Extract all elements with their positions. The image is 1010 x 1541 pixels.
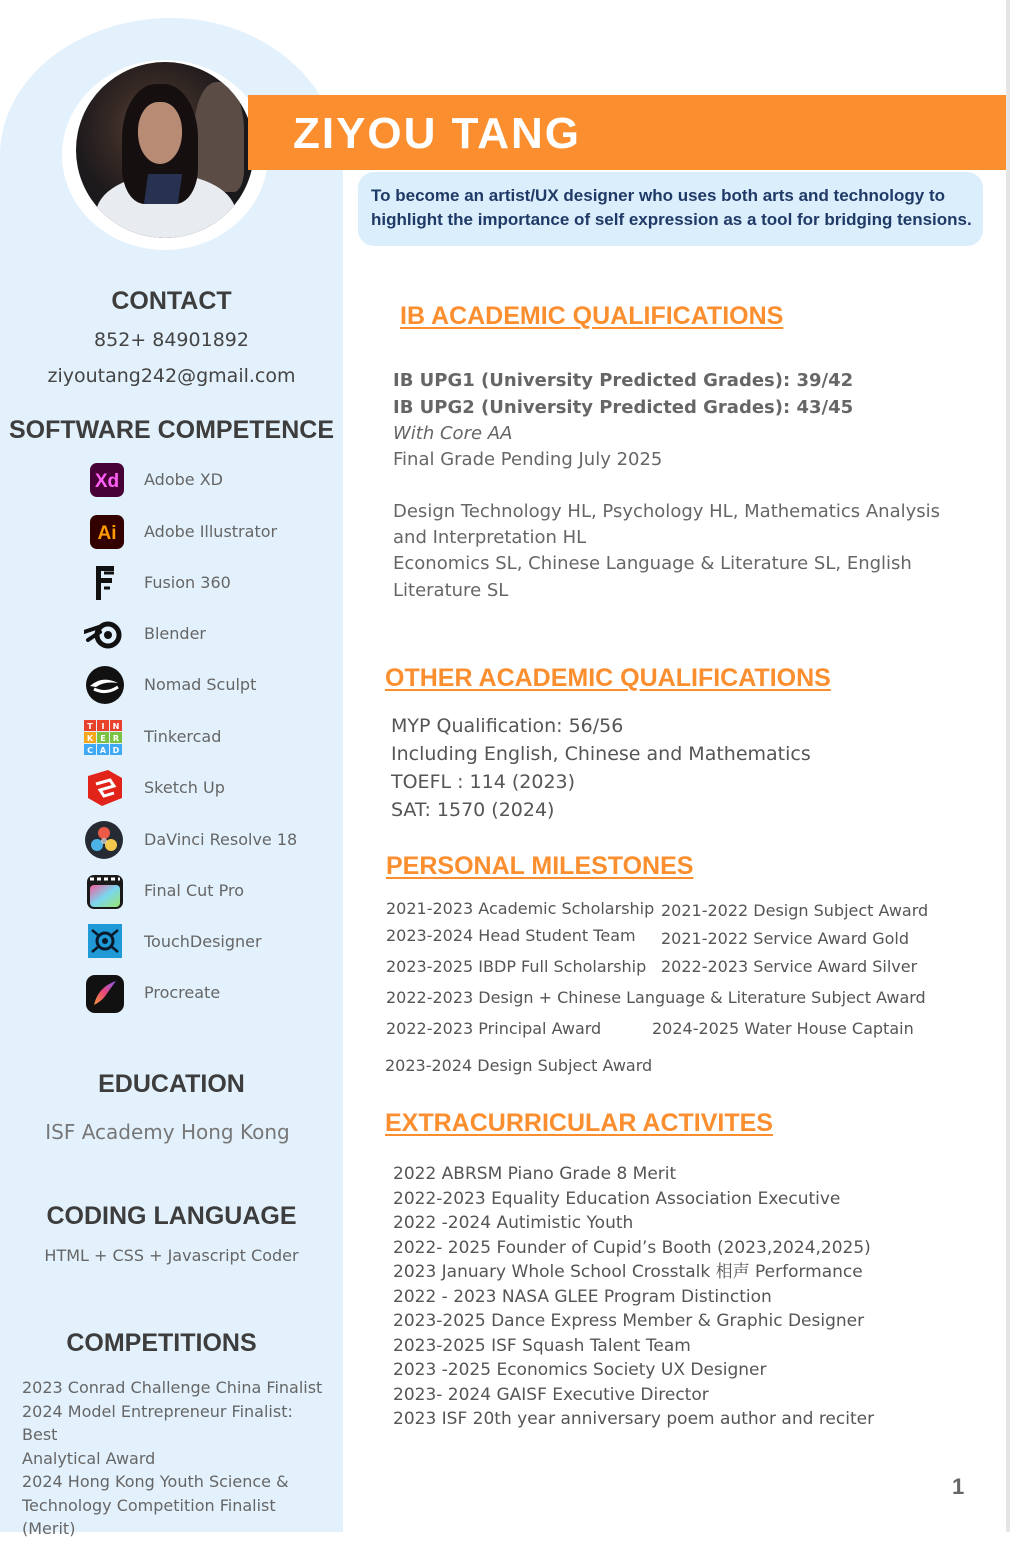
extracurricular-item: 2022-2023 Equality Education Association Executive (393, 1188, 841, 1209)
competitions-list (22, 1376, 332, 1541)
coding-text: HTML + CSS + Javascript Coder (44, 1246, 299, 1265)
software-label: Adobe XD (144, 470, 223, 489)
tinkercad-letter: C (87, 746, 93, 755)
ib-subjects-line: and Interpretation HL (393, 527, 587, 548)
tinkercad-letter: T (87, 722, 93, 731)
competition-line: 2024 Model Entrepreneur Finalist: Best (22, 1401, 293, 1444)
tinkercad-letter: K (86, 734, 94, 743)
extracurricular-item: 2022- 2025 Founder of Cupid’s Booth (2023,2024,2025) (393, 1237, 871, 1258)
software-label: Adobe Illustrator (144, 522, 278, 541)
adobe-xd-icon (84, 460, 124, 500)
extracurricular-section-title: EXTRACURRICULAR ACTIVITES (385, 1109, 773, 1137)
extracurricular-item: 2022 ABRSM Piano Grade 8 Merit (393, 1164, 677, 1184)
extracurricular-item: 2023 -2025 Economics Society UX Designer (393, 1360, 767, 1380)
other-line: TOEFL : 114 (2023) (391, 771, 576, 793)
contact-heading: CONTACT (111, 287, 232, 315)
other-section-title: OTHER ACADEMIC QUALIFICATIONS (385, 664, 831, 692)
competition-line: 2024 Hong Kong Youth Science & (22, 1472, 289, 1491)
extracurricular-item: 2022 - 2023 NASA GLEE Program Distinction (393, 1286, 772, 1307)
other-line: MYP Qualification: 56/56 (391, 715, 624, 737)
other-line: SAT: 1570 (2024) (391, 799, 555, 821)
tinkercad-letter: D (112, 746, 120, 755)
education-heading: EDUCATION (98, 1070, 245, 1098)
software-label: Sketch Up (144, 778, 225, 797)
page-border (1006, 0, 1010, 1532)
competition-line: Technology Competition Finalist (Merit) (22, 1495, 276, 1538)
objective-box (358, 172, 983, 246)
milestone-item: 2022-2023 Design + Chinese Language & Literature Subject Award (386, 988, 926, 1007)
software-heading: SOFTWARE COMPETENCE (8, 416, 334, 444)
milestone-item: 2024-2025 Water House Captain (652, 1019, 914, 1038)
adobe-illustrator-icon-text: Ai (97, 523, 117, 544)
software-label: TouchDesigner (144, 932, 262, 951)
software-label: Blender (144, 624, 206, 643)
fusion-360-icon (84, 563, 124, 603)
tinkercad-icon (84, 717, 124, 757)
final-cut-pro-icon (84, 871, 124, 911)
ib-final: Final Grade Pending July 2025 (393, 449, 663, 470)
milestone-item: 2021-2022 Service Award Gold (661, 929, 910, 948)
contact-phone[interactable]: 852+ 84901892 (94, 329, 249, 351)
page-number: 1 (952, 1474, 965, 1499)
milestone-item: 2022-2023 Service Award Silver (661, 957, 918, 976)
ib-section-title: IB ACADEMIC QUALIFICATIONS (400, 302, 784, 330)
adobe-xd-icon-text: Xd (94, 471, 120, 492)
extracurricular-item: 2023 ISF 20th year anniversary poem author and reciter (393, 1409, 875, 1429)
software-label: Tinkercad (144, 727, 222, 746)
ib-subjects-line: Literature SL (393, 580, 509, 601)
extracurricular-item: 2023-2025 ISF Squash Talent Team (393, 1335, 691, 1356)
ib-core: With Core AA (393, 423, 513, 444)
milestone-item: 2022-2023 Principal Award (386, 1019, 602, 1038)
education-school: ISF Academy Hong Kong (45, 1120, 290, 1144)
milestone-item: 2021-2023 Academic Scholarship (386, 899, 655, 918)
touchdesigner-icon (84, 922, 124, 962)
ib-upg1: IB UPG1 (University Predicted Grades): 39/42 (393, 370, 854, 391)
extracurricular-item: 2023 January Whole School Crosstalk 相声 Performance (393, 1262, 863, 1282)
other-line: Including English, Chinese and Mathematics (391, 743, 811, 765)
nomad-sculpt-icon (84, 665, 124, 705)
adobe-illustrator-icon (84, 512, 124, 552)
software-label: Procreate (144, 983, 221, 1002)
ib-subjects-line: Design Technology HL, Psychology HL, Mathematics Analysis (393, 501, 941, 522)
blender-icon (84, 614, 124, 654)
software-label: Nomad Sculpt (144, 675, 257, 694)
milestones-section-title: PERSONAL MILESTONES (386, 852, 694, 880)
tinkercad-letter: R (112, 734, 120, 743)
software-label: DaVinci Resolve 18 (144, 830, 298, 849)
contact-email[interactable]: ziyoutang242@gmail.com (47, 365, 296, 387)
davinci-resolve-icon (84, 820, 124, 860)
tinkercad-letter: N (112, 722, 120, 731)
extracurricular-item: 2023-2025 Dance Express Member & Graphic Designer (393, 1311, 865, 1331)
extracurricular-item: 2023- 2024 GAISF Executive Director (393, 1384, 709, 1405)
sketchup-icon (84, 768, 124, 808)
milestone-item: 2021-2022 Design Subject Award (661, 901, 929, 920)
tinkercad-letter: E (100, 734, 106, 743)
tinkercad-letter: I (101, 722, 105, 731)
software-label: Final Cut Pro (144, 881, 245, 900)
ib-upg2: IB UPG2 (University Predicted Grades): 43/45 (393, 397, 854, 418)
competition-line: 2023 Conrad Challenge China Finalist (22, 1378, 323, 1397)
milestone-item: 2023-2024 Design Subject Award (385, 1056, 653, 1075)
extracurricular-item: 2022 -2024 Autimistic Youth (393, 1213, 634, 1233)
competitions-heading: COMPETITIONS (66, 1329, 257, 1357)
candidate-name: ZIYOU TANG (292, 109, 582, 158)
competition-line: Analytical Award (22, 1448, 156, 1468)
milestone-item: 2023-2025 IBDP Full Scholarship (386, 957, 647, 976)
coding-heading: CODING LANGUAGE (46, 1202, 297, 1230)
extracurricular-list (393, 1162, 874, 1432)
procreate-icon (84, 973, 124, 1013)
objective-text: To become an artist/UX designer who uses both arts and technology to highlight the importance of self expression as a tool for bridging tensions. (371, 186, 972, 229)
ib-subjects-line: Economics SL, Chinese Language & Literature SL, English (393, 553, 912, 574)
software-label: Fusion 360 (144, 573, 231, 592)
tinkercad-letter: A (99, 746, 107, 755)
milestone-item: 2023-2024 Head Student Team (386, 926, 636, 945)
